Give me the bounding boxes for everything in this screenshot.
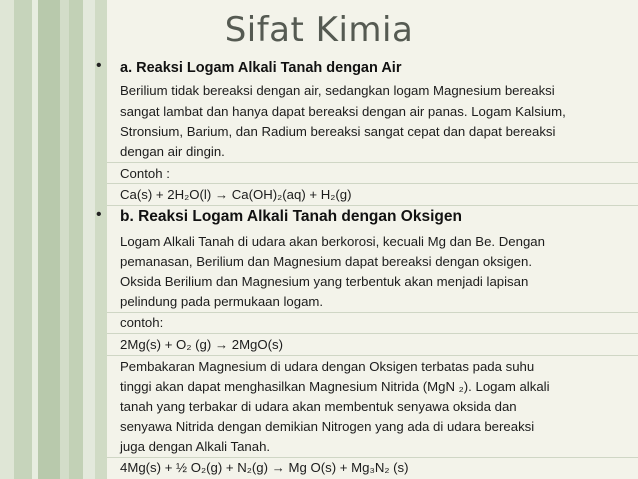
bullet-b-line: tinggi akan dapat menghasilkan Magnesium Nitrida (MgN ₂). Logam alkali <box>120 379 550 394</box>
line-divider <box>107 162 638 163</box>
bullet-b-heading: b. Reaksi Logam Alkali Tanah dengan Oksigen <box>120 208 462 225</box>
line-divider <box>107 333 638 334</box>
bullet-b-line: juga dengan Alkali Tanah. <box>120 439 271 454</box>
bullet-b-line: 4Mg(s) + ½ O₂(g) + N₂(g) → Mg O(s) + Mg₃N₂ (s) <box>120 460 409 475</box>
bullet-a-marker: • <box>96 57 102 74</box>
line-divider <box>107 312 638 313</box>
bullet-a-line: Ca(s) + 2H₂O(l) → Ca(OH)₂(aq) + H₂(g) <box>120 187 352 202</box>
line-divider <box>107 355 638 356</box>
bullet-b-line: 2Mg(s) + O₂ (g) → 2MgO(s) <box>120 337 284 352</box>
bullet-a-line: Berilium tidak bereaksi dengan air, sedangkan logam Magnesium bereaksi <box>120 83 555 98</box>
bullet-b-line: Pembakaran Magnesium di udara dengan Oksigen terbatas pada suhu <box>120 359 535 374</box>
bullet-a-line: dengan air dingin. <box>120 144 225 159</box>
bullet-b-line: Logam Alkali Tanah di udara akan berkorosi, kecuali Mg dan Be. Dengan <box>120 234 545 249</box>
bullet-a-line: sangat lambat dan hanya dapat bereaksi dengan air panas. Logam Kalsium, <box>120 104 566 119</box>
line-divider <box>107 183 638 184</box>
bullet-b-line: pelindung pada permukaan logam. <box>120 294 324 309</box>
bullet-b-marker: • <box>96 206 102 223</box>
bullet-b-line: tanah yang terbakar di udara akan membentuk senyawa oksida dan <box>120 399 517 414</box>
line-divider <box>107 205 638 206</box>
bullet-a-line: Stronsium, Barium, dan Radium bereaksi sangat cepat dan dapat bereaksi <box>120 124 556 139</box>
bullet-a-heading: a. Reaksi Logam Alkali Tanah dengan Air <box>120 60 402 76</box>
bullet-b-line: Oksida Berilium dan Magnesium yang terbentuk akan menjadi lapisan <box>120 274 529 289</box>
line-divider <box>107 457 638 458</box>
bullet-b-line: senyawa Nitrida dengan demikian Nitrogen yang ada di udara bereaksi <box>120 419 535 434</box>
slide-title: Sifat Kimia <box>224 10 414 50</box>
bullet-a-line: Contoh : <box>120 166 170 181</box>
bullet-b-line: pemanasan, Berilium dan Magnesium dapat bereaksi dengan oksigen. <box>120 254 532 269</box>
bullet-b-line: contoh: <box>120 315 164 330</box>
